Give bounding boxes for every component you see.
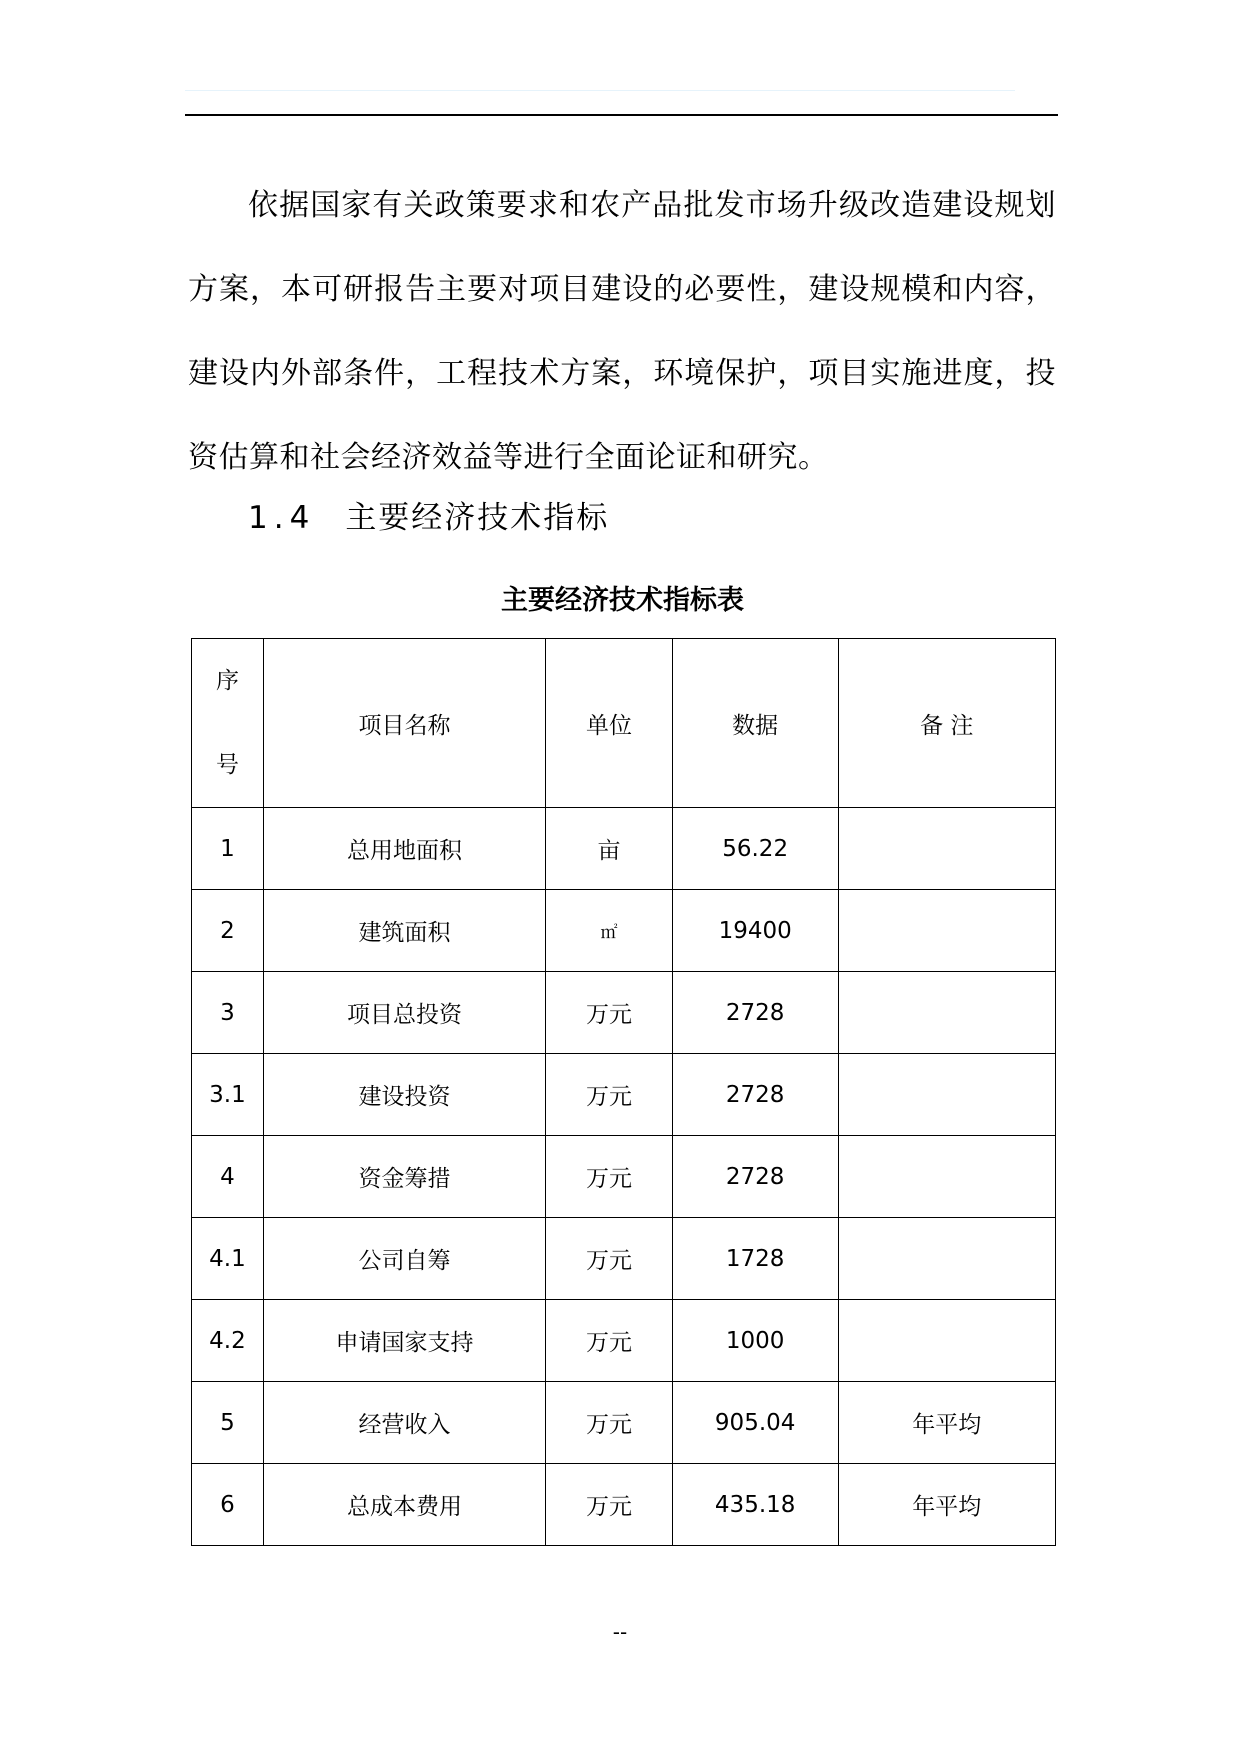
header-rule	[185, 114, 1058, 116]
cell-seq: 1	[192, 808, 264, 890]
cell-seq: 3.1	[192, 1054, 264, 1136]
cell-note	[838, 890, 1055, 972]
cell-note	[838, 1054, 1055, 1136]
cell-seq: 4.1	[192, 1218, 264, 1300]
cell-seq: 4	[192, 1136, 264, 1218]
cell-name: 资金筹措	[263, 1136, 545, 1218]
cell-data: 2728	[672, 972, 838, 1054]
cell-data: 2728	[672, 1136, 838, 1218]
table-header-row	[192, 639, 1056, 808]
header-data: 数据	[672, 639, 838, 808]
cell-note: 年平均	[838, 1464, 1055, 1546]
indicators-table	[191, 638, 1056, 1546]
cell-unit: 万元	[546, 1054, 673, 1136]
table-row	[192, 1054, 1056, 1136]
cell-unit: 万元	[546, 972, 673, 1054]
table-row	[192, 1136, 1056, 1218]
cell-data: 2728	[672, 1054, 838, 1136]
cell-name: 申请国家支持	[263, 1300, 545, 1382]
cell-unit: 万元	[546, 1218, 673, 1300]
cell-unit: 亩	[546, 808, 673, 890]
cell-seq: 3	[192, 972, 264, 1054]
header-seq-top: 序	[215, 668, 239, 694]
cell-data: 1000	[672, 1300, 838, 1382]
cell-data: 1728	[672, 1218, 838, 1300]
cell-unit: 万元	[546, 1464, 673, 1546]
table-row	[192, 1382, 1056, 1464]
page-footer-mark: --	[612, 1620, 628, 1644]
table-row	[192, 1464, 1056, 1546]
cell-seq: 5	[192, 1382, 264, 1464]
cell-data: 19400	[672, 890, 838, 972]
cell-name: 经营收入	[263, 1382, 545, 1464]
cell-name: 项目总投资	[263, 972, 545, 1054]
cell-note	[838, 808, 1055, 890]
cell-unit: 万元	[546, 1136, 673, 1218]
table-title: 主要经济技术指标表	[501, 585, 744, 616]
cell-name: 总成本费用	[263, 1464, 545, 1546]
section-number: 1.4	[248, 500, 316, 536]
cell-name: 建设投资	[263, 1054, 545, 1136]
section-heading	[248, 492, 609, 537]
cell-note	[838, 1218, 1055, 1300]
table-row	[192, 1300, 1056, 1382]
header-faint-line	[185, 90, 1015, 91]
header-note: 备 注	[838, 639, 1055, 808]
header-seq-bottom: 号	[215, 752, 239, 778]
cell-name: 总用地面积	[263, 808, 545, 890]
cell-unit: 万元	[546, 1382, 673, 1464]
cell-unit: ㎡	[546, 890, 673, 972]
header-name: 项目名称	[263, 639, 545, 808]
table-row	[192, 1218, 1056, 1300]
cell-note	[838, 1136, 1055, 1218]
header-unit: 单位	[546, 639, 673, 808]
cell-data: 56.22	[672, 808, 838, 890]
table-row	[192, 972, 1056, 1054]
cell-note: 年平均	[838, 1382, 1055, 1464]
cell-name: 公司自筹	[263, 1218, 545, 1300]
header-seq	[192, 639, 264, 808]
cell-unit: 万元	[546, 1300, 673, 1382]
cell-data: 905.04	[672, 1382, 838, 1464]
cell-data: 435.18	[672, 1464, 838, 1546]
section-title: 主要经济技术指标	[345, 500, 610, 536]
cell-seq: 4.2	[192, 1300, 264, 1382]
cell-name: 建筑面积	[263, 890, 545, 972]
table-row	[192, 890, 1056, 972]
intro-paragraph: 依据国家有关政策要求和农产品批发市场升级改造建设规划方案，本可研报告主要对项目建设的必要性，建设规模和内容，建设内外部条件，工程技术方案，环境保护，项目实施进度，投资估算和社会经济效益等进行全面论证和研究。	[188, 188, 1056, 475]
cell-note	[838, 1300, 1055, 1382]
cell-note	[838, 972, 1055, 1054]
cell-seq: 2	[192, 890, 264, 972]
cell-seq: 6	[192, 1464, 264, 1546]
table-row	[192, 808, 1056, 890]
